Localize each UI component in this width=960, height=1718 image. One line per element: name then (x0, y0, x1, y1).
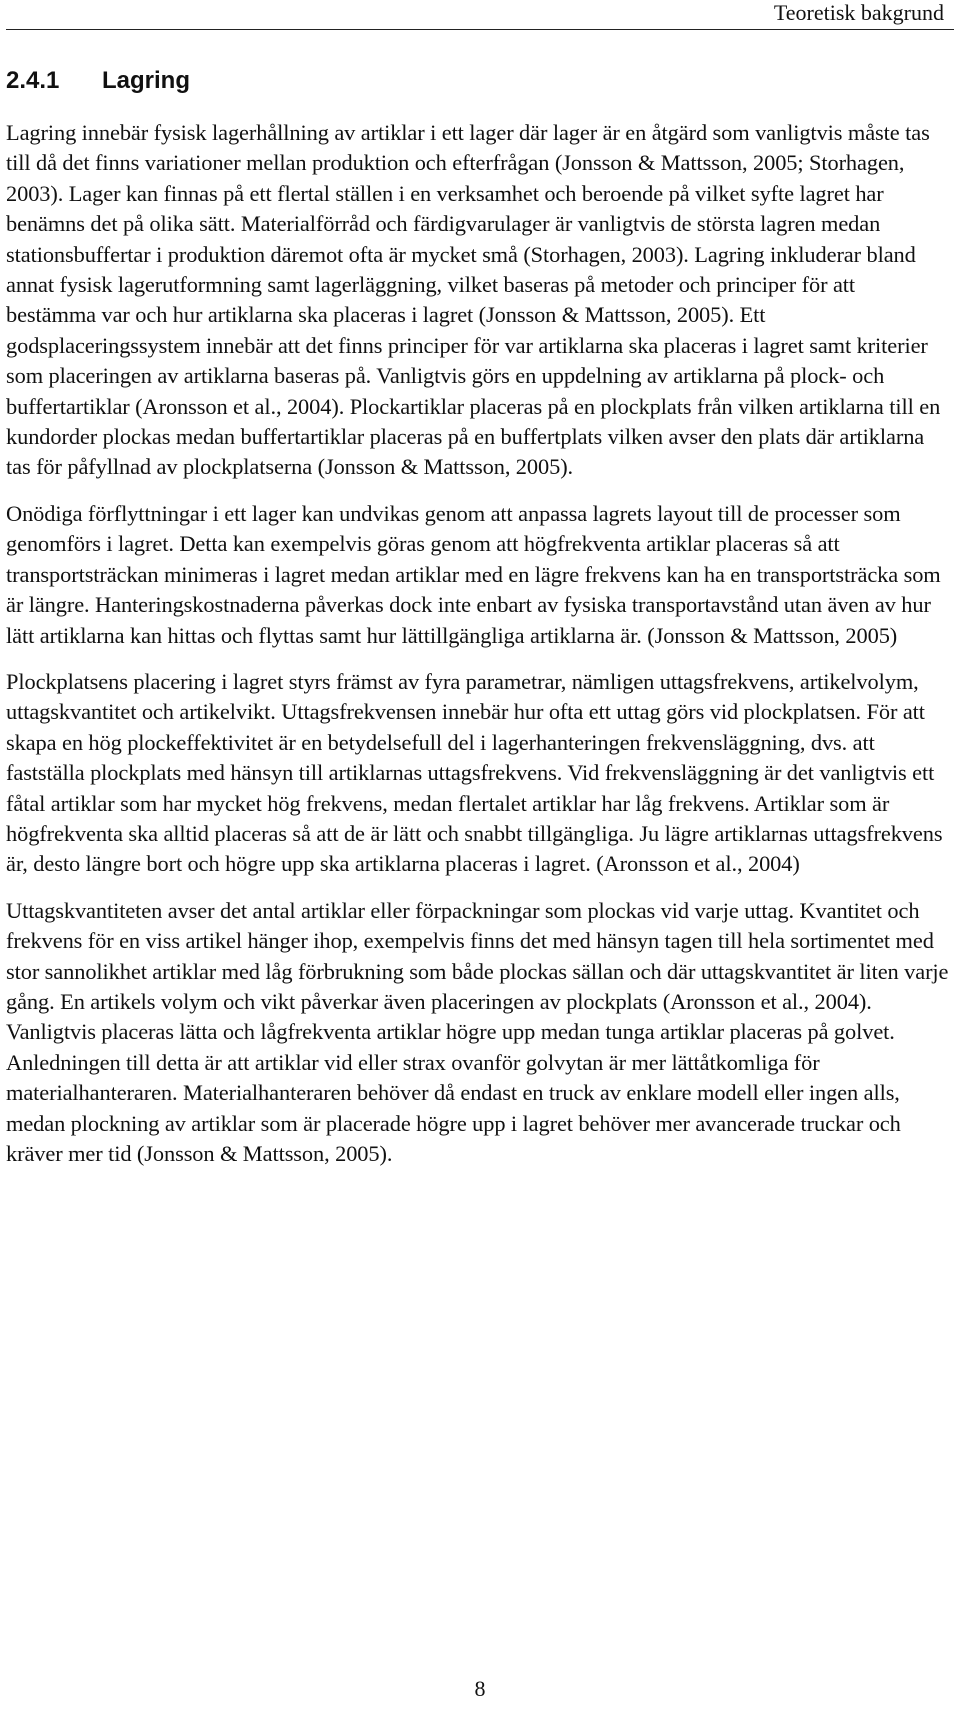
section-title: Lagring (102, 67, 190, 94)
paragraph-forflyttningar: Onödiga förflyttningar i ett lager kan undvikas genom att anpassa lagrets layout till de processer som genomförs i lagret. Detta kan exempelvis göras genom att högfrekventa artiklar placeras så att transportsträckan minimeras i lagret medan artiklar med en lägre frekvens kan ha en transportsträcka som är längre. Hanteringskostnaderna påverkas dock inte enbart av fysiska transportavstånd utan även av hur lätt artiklarna kan hittas och flyttas samt hur lättillgängliga artiklarna är. (Jonsson & Mattsson, 2005) (6, 500, 941, 648)
section-heading (6, 66, 190, 96)
running-header: Teoretisk bakgrund (773, 0, 944, 25)
page-number: 8 (474, 1676, 486, 1701)
section-number: 2.4.1 (6, 67, 60, 94)
body-text (6, 118, 950, 1185)
header-divider (6, 29, 954, 30)
paragraph-uttagskvantitet: Uttagskvantiteten avser det antal artiklar eller förpackningar som plockas vid varje uttag. Kvantitet och frekvens för en viss artikel hänger ihop, exempelvis finns det med hänsyn tagen till hela sortimentet med stor sannolikhet artiklar med låg förbrukning som både plockas sällan och där uttagskvantitet är liten varje gång. En artikels volym och vikt påverkar även placeringen av plockplats (Aronsson et al., 2004). Vanligtvis placeras lätta och lågfrekventa artiklar högre upp medan tunga artiklar placeras på golvet. Anledningen till detta är att artiklar vid eller strax ovanför golvytan är mer lättåtkomliga för materialhanteraren. Materialhanteraren behöver då endast en truck av enklare modell eller ingen alls, medan plockning av artiklar som är placerade högre upp i lagret behöver mer avancerade truckar och kräver mer tid (Jonsson & Mattsson, 2005). (6, 897, 949, 1166)
paragraph-lagring-intro: Lagring innebär fysisk lagerhållning av artiklar i ett lager där lager är en åtgärd som vanligtvis måste tas till då det finns variationer mellan produktion och efterfrågan (Jonsson & Mattsson, 2005; Storhagen, 2003). Lager kan finnas på ett flertal ställen i en verksamhet och beroende på vilket syfte lagret har benämns det på olika sätt. Materialförråd och färdigvarulager är vanligtvis de största lagren medan stationsbuffertar i produktion däremot ofta är mycket små (Storhagen, 2003). Lagring inkluderar bland annat fysisk lagerutformning samt lagerläggning, vilket baseras på metoder och principer för att bestämma var och hur artiklarna ska placeras i lagret (Jonsson & Mattsson, 2005). Ett godsplaceringssystem innebär att det finns principer för var artiklarna ska placeras i lagret samt kriterier som placeringen av artiklarna baseras på. Vanligtvis görs en uppdelning av artiklarna på plock- och buffertartiklar (Aronsson et al., 2004). Plockartiklar placeras på en plockplats från vilken artiklarna till en kundorder plockas medan buffertartiklar placeras på en buffertplats vilken avser den plats där artiklarna tas för påfyllnad av plockplatserna (Jonsson & Mattsson, 2005). (6, 120, 941, 480)
paragraph-plockplats: Plockplatsens placering i lagret styrs främst av fyra parametrar, nämligen uttagsfrekvens, artikelvolym, uttagskvantitet och artikelvikt. Uttagsfrekvensen innebär hur ofta ett uttag görs vid plockplatsen. För att skapa en hög plockeffektivitet är en betydelsefull del i lagerhanteringen frekvensläggning, dvs. att fastställa plockplats med hänsyn till artiklarnas uttagsfrekvens. Vid frekvensläggning är det vanligtvis ett fåtal artiklar som har mycket hög frekvens, medan flertalet artiklar har låg frekvens. Artiklar som är högfrekventa ska alltid placeras så att de är lätt och snabbt tillgängliga. Ju lägre artiklarnas uttagsfrekvens är, desto längre bort och högre upp ska artiklarna placeras i lagret. (Aronsson et al., 2004) (6, 668, 943, 877)
